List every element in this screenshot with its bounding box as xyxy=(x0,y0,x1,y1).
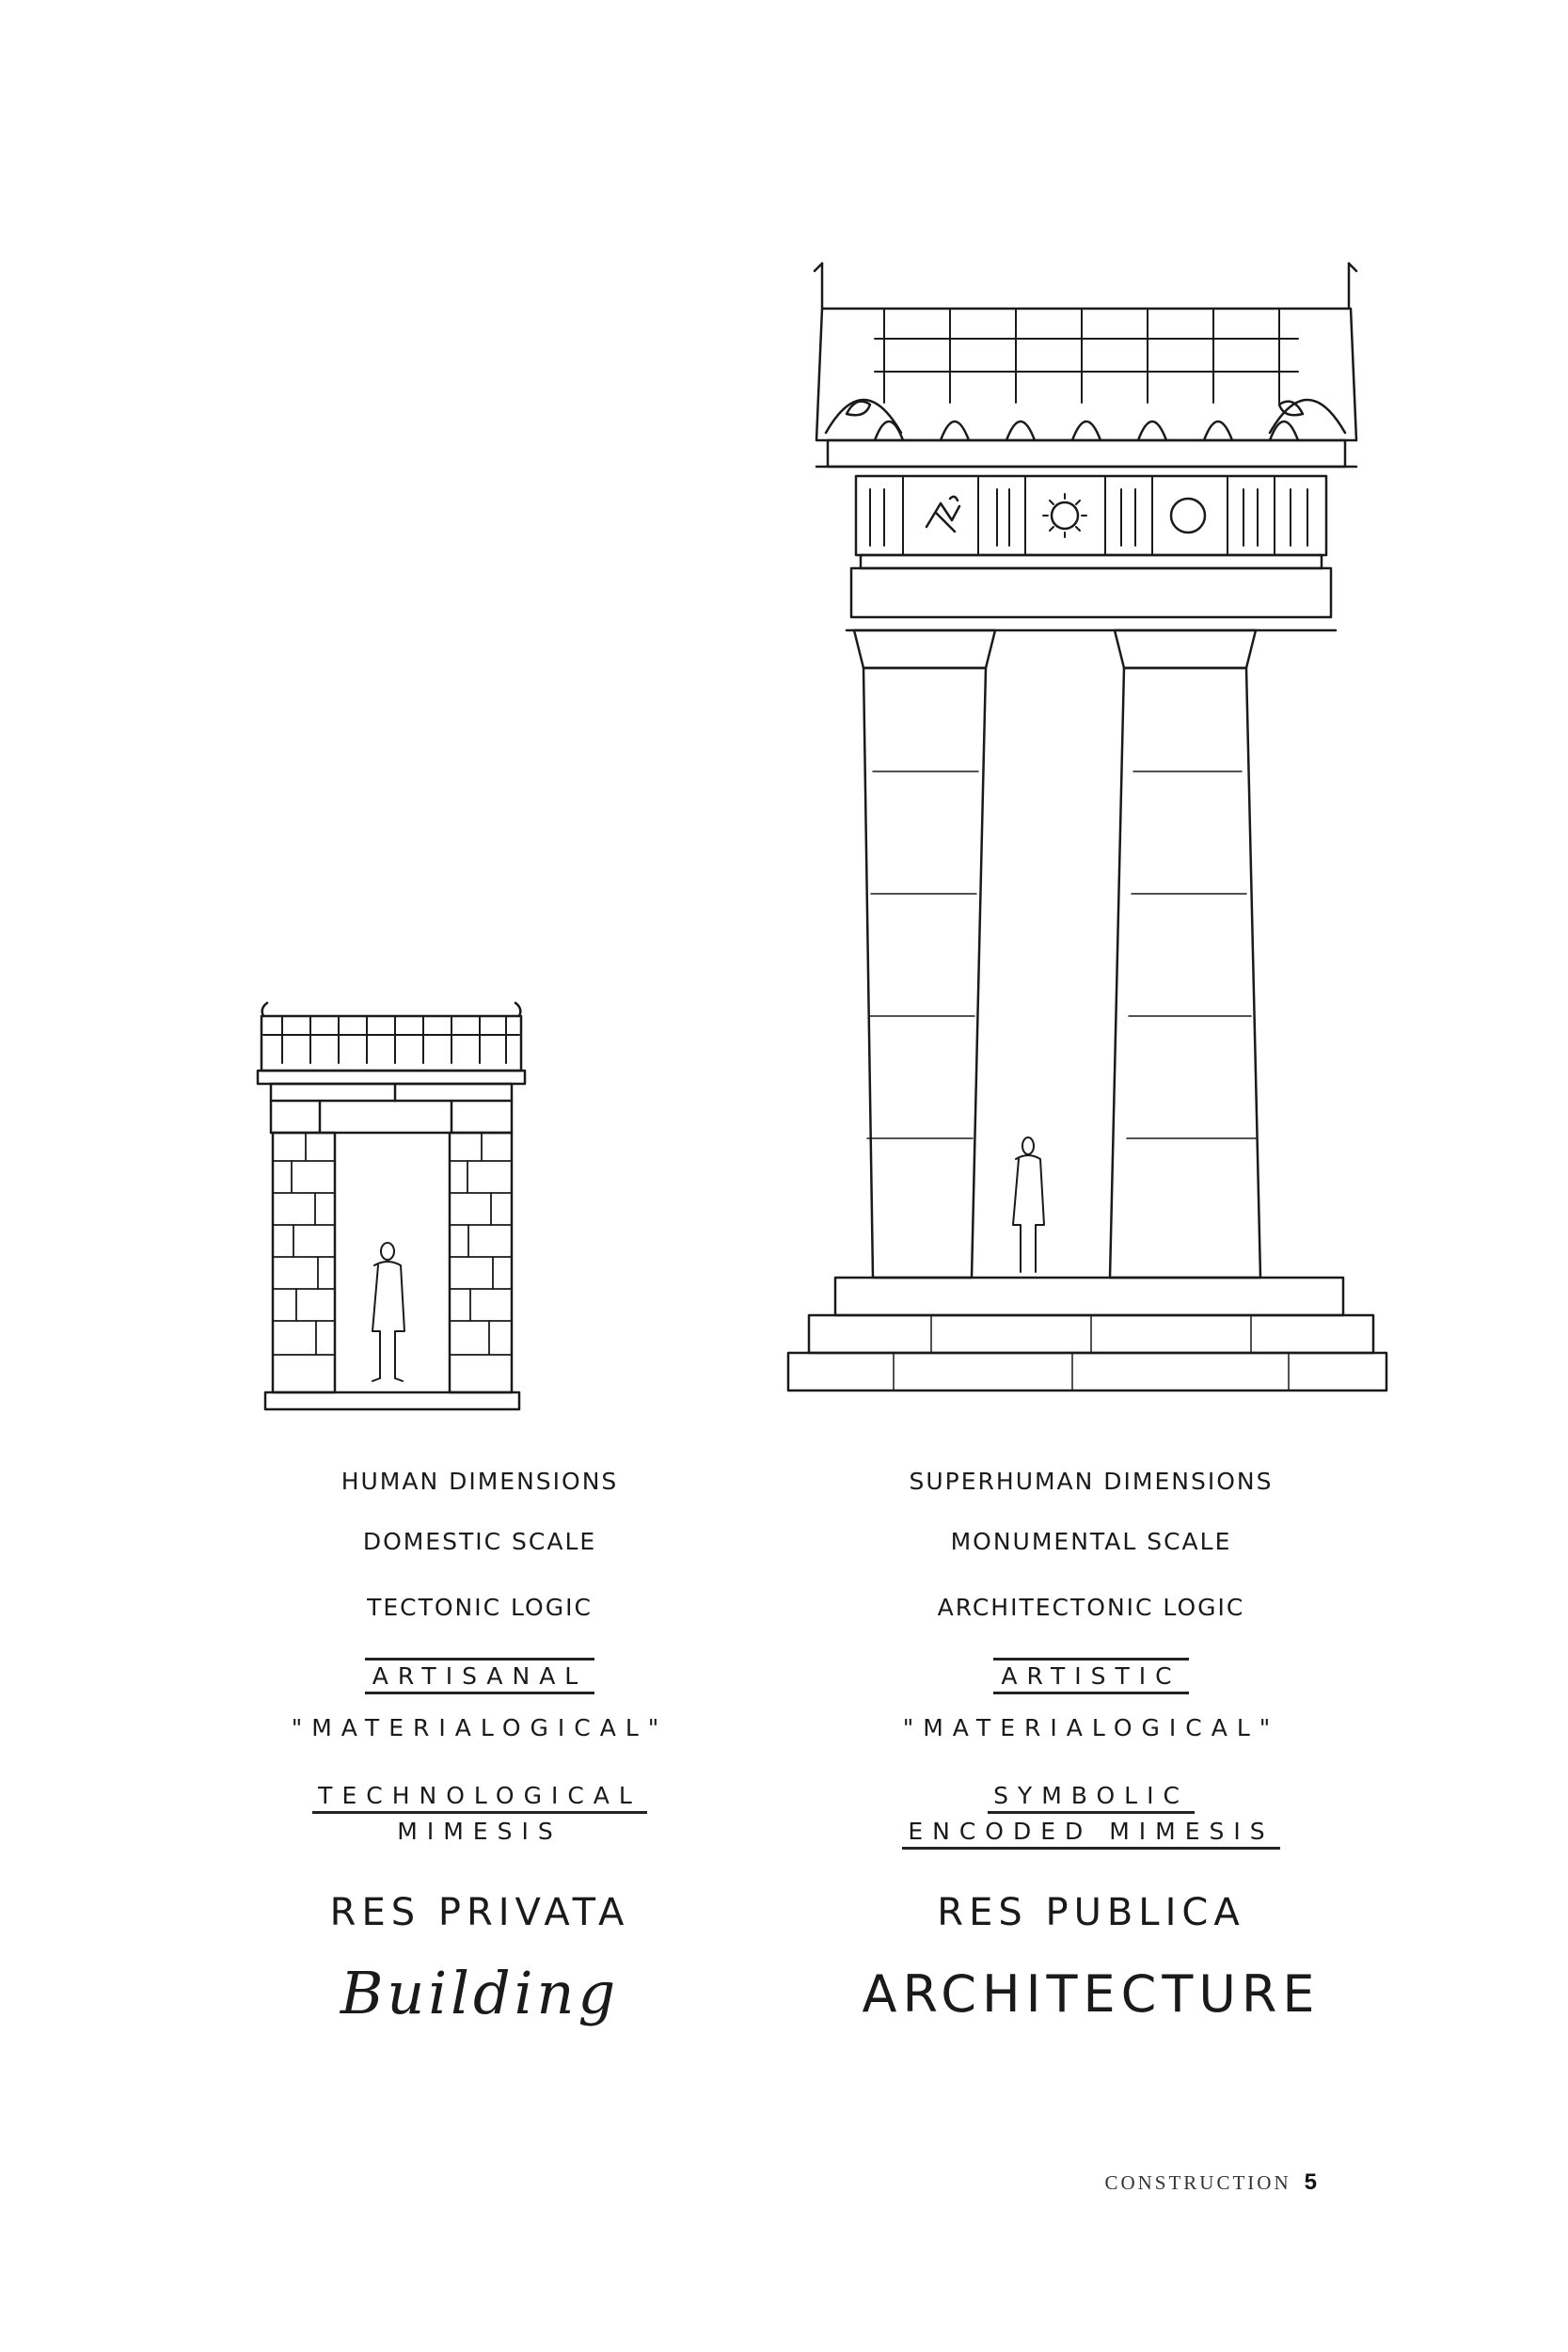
page-footer xyxy=(1053,2169,1317,2196)
symbolic-label: SYMBOLIC xyxy=(988,1782,1195,1814)
encoded-mimesis-label: ENCODED MIMESIS xyxy=(902,1818,1279,1850)
artistic-label: ARTISTIC xyxy=(993,1658,1188,1694)
domestic-scale-label: DOMESTIC SCALE xyxy=(362,1528,597,1555)
res-publica-label: RES PUBLICA xyxy=(937,1891,1245,1934)
page-number: 5 xyxy=(1304,2169,1317,2195)
res-privata-label: RES PRIVATA xyxy=(329,1891,630,1934)
architectonic-logic-label: ARCHITECTONIC LOGIC xyxy=(937,1594,1245,1621)
artisanal-label: ARTISANAL xyxy=(365,1658,594,1694)
architecture-term: ARCHITECTURE xyxy=(862,1964,1321,2024)
materialogical-label: "MATERIALOGICAL" xyxy=(291,1714,669,1741)
tectonic-logic-label: TECTONIC LOGIC xyxy=(367,1594,593,1621)
mimesis-label: MIMESIS xyxy=(397,1818,562,1845)
materialogical-label-right: "MATERIALOGICAL" xyxy=(902,1714,1280,1741)
superhuman-dimensions-label: SUPERHUMAN DIMENSIONS xyxy=(909,1468,1274,1495)
human-dimensions-label: HUMAN DIMENSIONS xyxy=(341,1468,619,1495)
building-term: Building xyxy=(340,1959,620,2027)
technological-label: TECHNOLOGICAL xyxy=(312,1782,647,1814)
monumental-scale-label: MONUMENTAL SCALE xyxy=(950,1528,1232,1555)
section-title: CONSTRUCTION xyxy=(1104,2171,1291,2194)
